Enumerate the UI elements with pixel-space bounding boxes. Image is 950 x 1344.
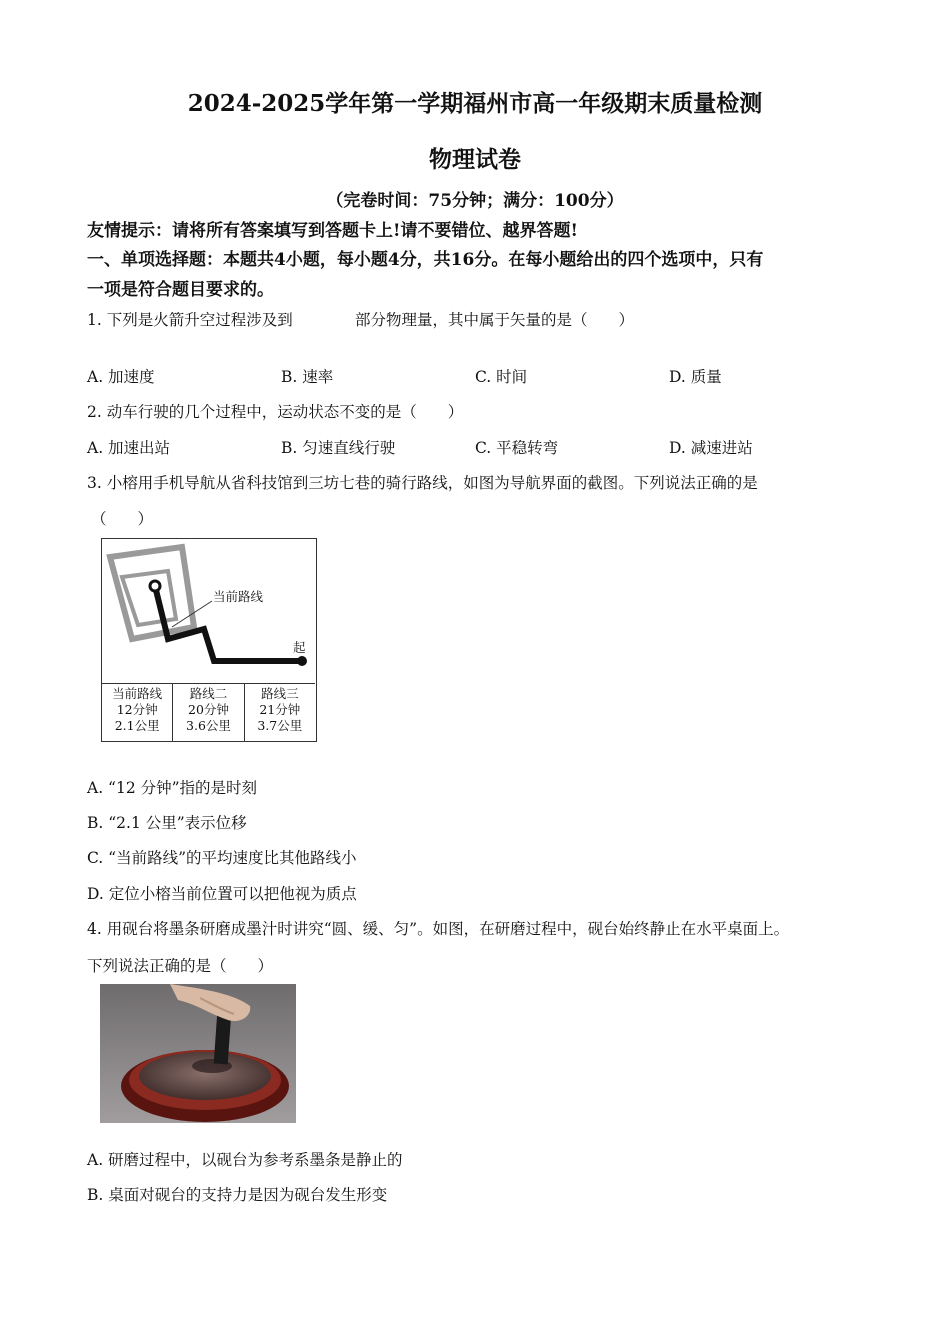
start-point-marker	[297, 656, 307, 666]
q3-option-a: A. “12 分钟”指的是时刻	[87, 779, 258, 797]
route-option-three	[245, 684, 315, 741]
route-distance: 3.6公里	[186, 718, 231, 733]
q2-option-b: B. 匀速直线行驶	[281, 439, 396, 457]
route-name: 当前路线	[112, 686, 163, 701]
q4-stem-line2: 下列说法正确的是（ ）	[87, 957, 274, 975]
q3-option-b: B. “2.1 公里”表示位移	[87, 814, 247, 832]
exam-subtitle: 物理试卷	[429, 146, 521, 173]
exam-title: 2024-2025学年第一学期福州市高一年级期末质量检测	[187, 90, 763, 117]
q1-option-b: B. 速率	[281, 368, 334, 386]
map-outline-inner	[122, 571, 176, 625]
route-label: 当前路线	[213, 589, 264, 604]
q1-option-d: D. 质量	[669, 368, 722, 386]
route-option-two	[173, 684, 244, 741]
q4-option-b: B. 桌面对砚台的支持力是因为砚台发生形变	[87, 1186, 388, 1204]
q4-stem-line1: 4. 用砚台将墨条研磨成墨汁时讲究“圆、缓、匀”。如图，在研磨过程中，砚台始终静止在水平桌面上。	[87, 920, 790, 938]
q3-stem-line1: 3. 小榕用手机导航从省科技馆到三坊七巷的骑行路线，如图为导航界面的截图。下列说法正确的是	[87, 474, 758, 492]
route-time: 12分钟	[116, 702, 158, 717]
exam-info: （完卷时间：75分钟；满分：100分）	[326, 191, 624, 211]
q2-option-a: A. 加速出站	[87, 439, 171, 457]
q1-stem-part1: 1. 下列是火箭升空过程涉及到	[87, 311, 293, 329]
q1-stem-part2: 部分物理量，其中属于矢量的是（ ）	[355, 311, 635, 329]
route-option-current	[102, 684, 173, 741]
q1-option-c: C. 时间	[475, 368, 528, 386]
section-1-heading-line1: 一、单项选择题：本题共4小题，每小题4分，共16分。在每小题给出的四个选项中，只有	[87, 250, 764, 270]
route-time: 21分钟	[259, 702, 301, 717]
current-position-marker	[150, 581, 160, 591]
inkstone-illustration	[100, 984, 296, 1123]
route-distance: 3.7公里	[257, 718, 303, 733]
inkstone-surface	[139, 1052, 271, 1100]
route-options-table	[102, 683, 315, 741]
section-1-heading-line2: 一项是符合题目要求的。	[87, 280, 274, 300]
q3-stem-line2: （ ）	[91, 510, 154, 528]
q4-option-a: A. 研磨过程中，以砚台为参考系墨条是静止的	[87, 1151, 403, 1169]
q2-stem: 2. 动车行驶的几个过程中，运动状态不变的是（ ）	[87, 403, 464, 421]
q3-option-d: D. 定位小榕当前位置可以把他视为质点	[87, 885, 357, 903]
route-map	[102, 539, 316, 683]
navigation-screenshot-figure	[101, 538, 317, 742]
q3-option-c: C. “当前路线”的平均速度比其他路线小	[87, 849, 357, 867]
friendly-tip: 友情提示：请将所有答案填写到答题卡上!请不要错位、越界答题!	[87, 221, 578, 241]
q2-option-c: C. 平稳转弯	[475, 439, 559, 457]
route-name: 路线三	[261, 686, 299, 701]
route-distance: 2.1公里	[114, 718, 160, 733]
map-outline-outer	[110, 547, 194, 639]
route-name: 路线二	[189, 686, 228, 701]
start-label: 起	[293, 640, 306, 655]
q2-option-d: D. 减速进站	[669, 439, 753, 457]
q1-option-a: A. 加速度	[87, 368, 155, 386]
inkstone-photo	[100, 984, 296, 1123]
route-time: 20分钟	[188, 702, 229, 717]
